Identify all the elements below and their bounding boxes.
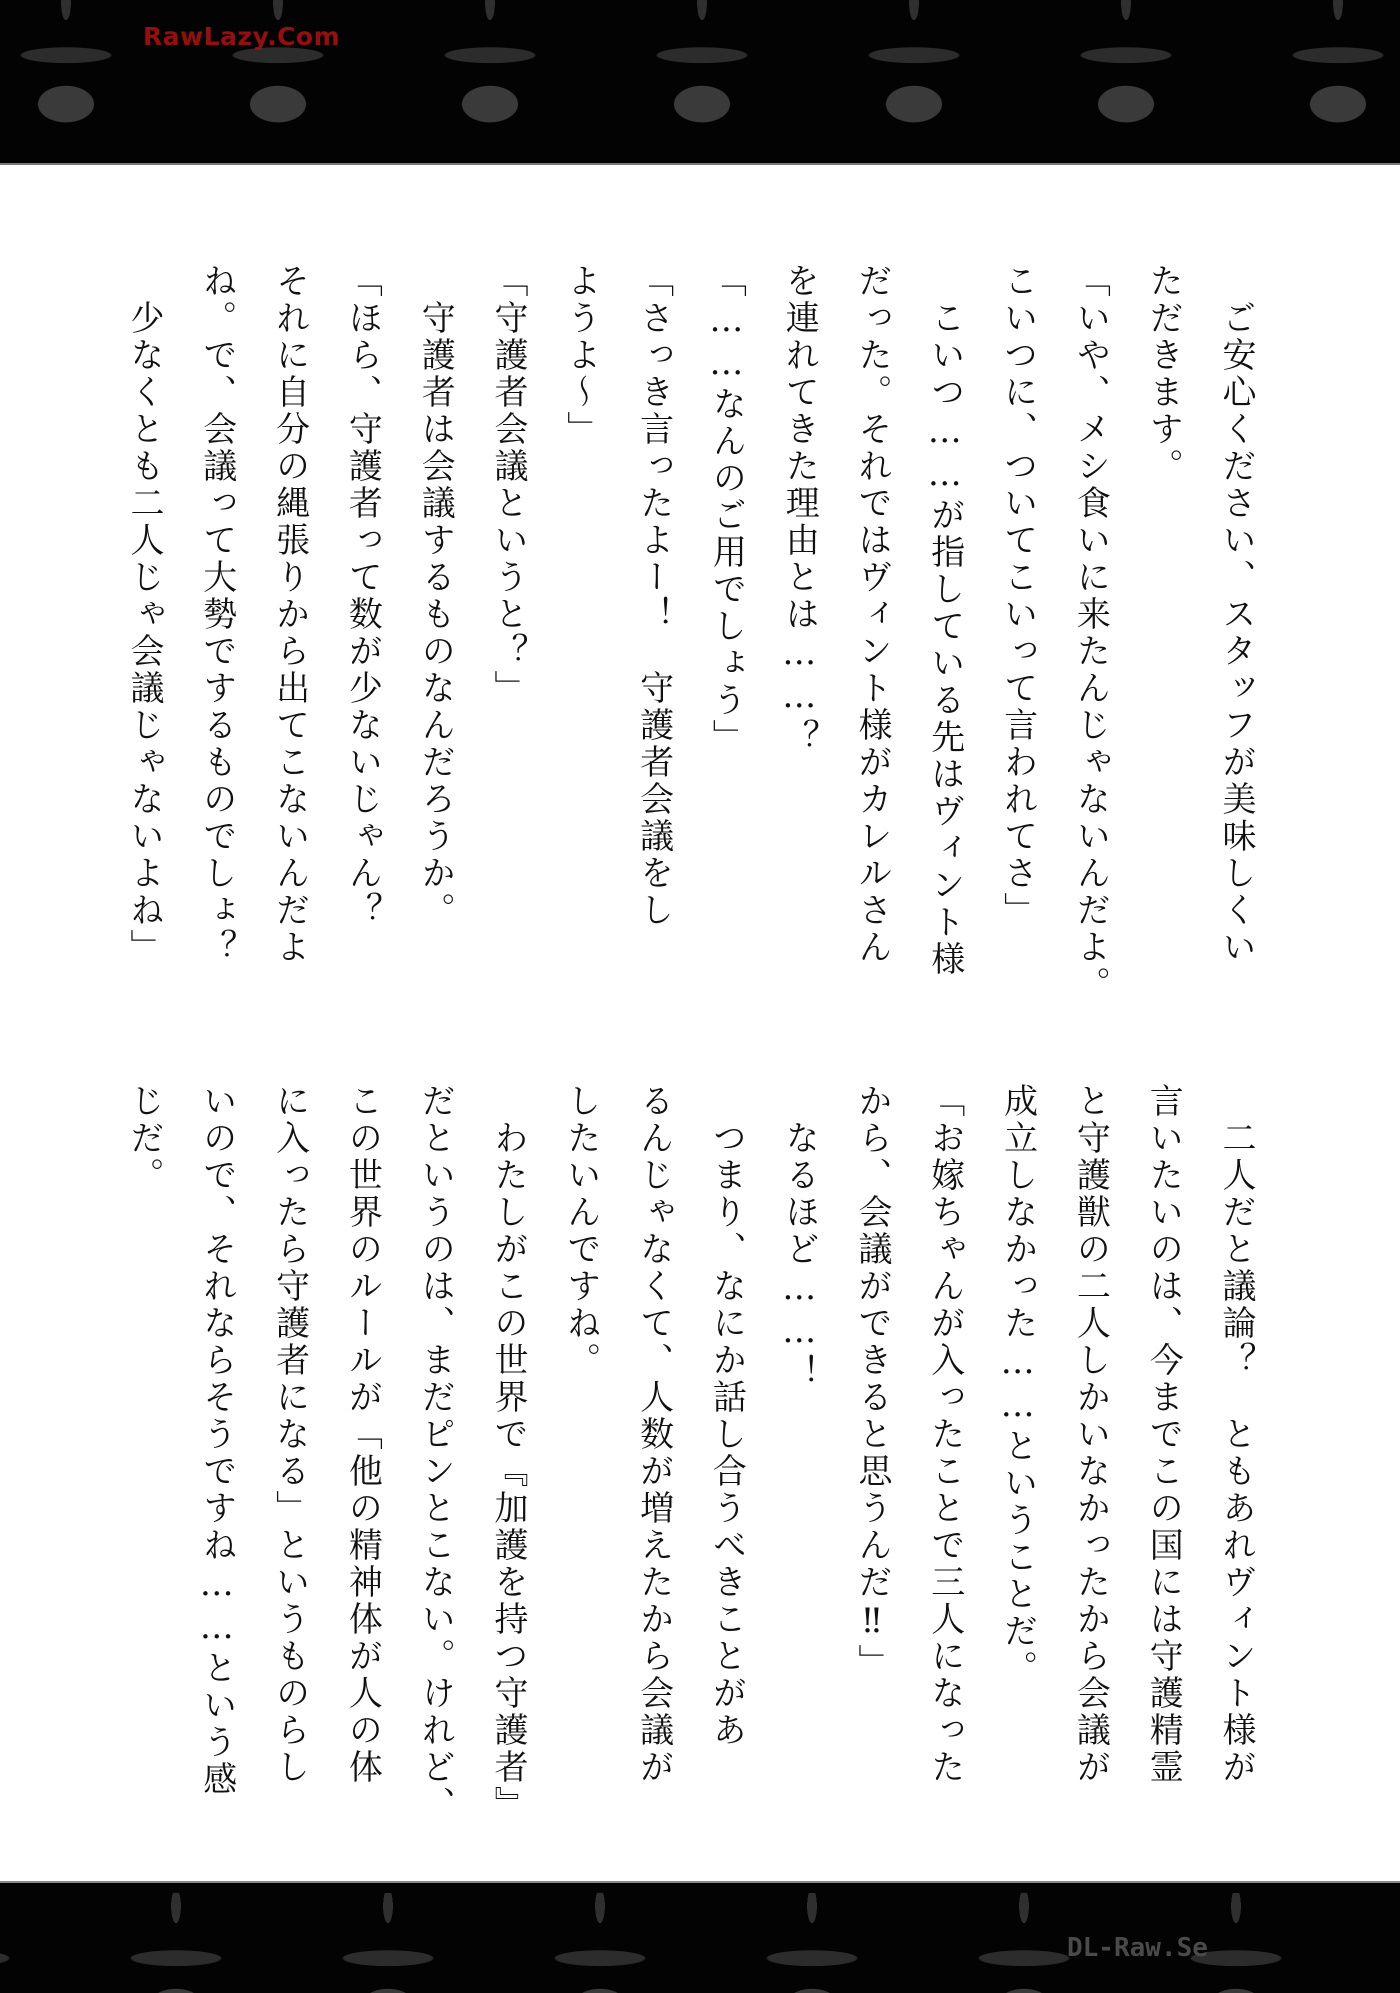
text-column: るんじゃなくて、人数が増えたから会議が — [633, 1083, 674, 1786]
text-column: を連れてきた理由とは……？ — [779, 263, 820, 756]
text-column: 守護者は会議するものなんだろうか。 — [415, 300, 456, 929]
upper-text-block — [0, 263, 1400, 1003]
text-column: 少なくとも二人じゃ会議じゃないよね」 — [124, 300, 164, 966]
bottom-watermark: DL-Raw.Se — [1067, 1933, 1208, 1963]
lower-text-block — [0, 1083, 1400, 1823]
top-watermark: RawLazy.Com — [143, 22, 341, 51]
text-column: だというのは、まだピンとこない。けれど、 — [415, 1083, 456, 1823]
text-column: じだ。 — [124, 1083, 164, 1194]
text-column: 成立しなかった……ということだ。 — [997, 1083, 1038, 1687]
text-column: ね。で、会議って大勢でするものでしょ？ — [196, 263, 237, 966]
text-column: こいつに、ついてこいって言われてさ」 — [997, 263, 1038, 929]
text-column: 「守護者会議というと？」 — [488, 263, 528, 707]
text-column: 「……なんのご用でしょう」 — [706, 263, 747, 756]
text-column: なるほど……！ — [779, 1120, 820, 1391]
text-column: 二人だと議論？ ともあれヴィント様が — [1216, 1120, 1256, 1786]
text-column: 「お嫁ちゃんが入ったことで三人になった — [924, 1083, 965, 1786]
text-column: 「いや、メシ食いに来たんじゃないんだよ。 — [1070, 263, 1111, 1003]
text-column: いので、それならそうですね……という感 — [196, 1083, 237, 1798]
text-column: ご安心ください、スタッフが美味しくい — [1216, 300, 1256, 966]
text-column: ただきます。 — [1143, 263, 1184, 485]
text-column: から、会議ができると思うんだ‼」 — [852, 1083, 892, 1681]
text-column: この世界のルールが「他の精神体が人の体 — [342, 1083, 383, 1786]
text-column: と守護獣の二人しかいなかったから会議が — [1070, 1083, 1111, 1786]
text-column: 言いたいのは、今までこの国には守護精霊 — [1143, 1083, 1184, 1786]
text-column: こいつ……が指している先はヴィント様 — [924, 300, 965, 978]
text-column: わたしがこの世界で『加護を持つ守護者』 — [488, 1120, 528, 1823]
top-decorative-banner — [0, 0, 1400, 165]
text-column: 「さっき言ったよー！ 守護者会議をし — [633, 263, 674, 929]
text-column: つまり、なにか話し合うべきことがあ — [706, 1120, 747, 1749]
text-column: ようよ～」 — [560, 263, 601, 448]
text-column: に入ったら守護者になる」というものらし — [269, 1083, 310, 1786]
text-column: それに自分の縄張りから出てこないんだよ — [269, 263, 310, 966]
text-column: 「ほら、守護者って数が少ないじゃん？ — [342, 263, 383, 929]
text-column: したいんですね。 — [560, 1083, 601, 1379]
text-column: だった。それではヴィント様がカレルさん — [852, 263, 892, 966]
